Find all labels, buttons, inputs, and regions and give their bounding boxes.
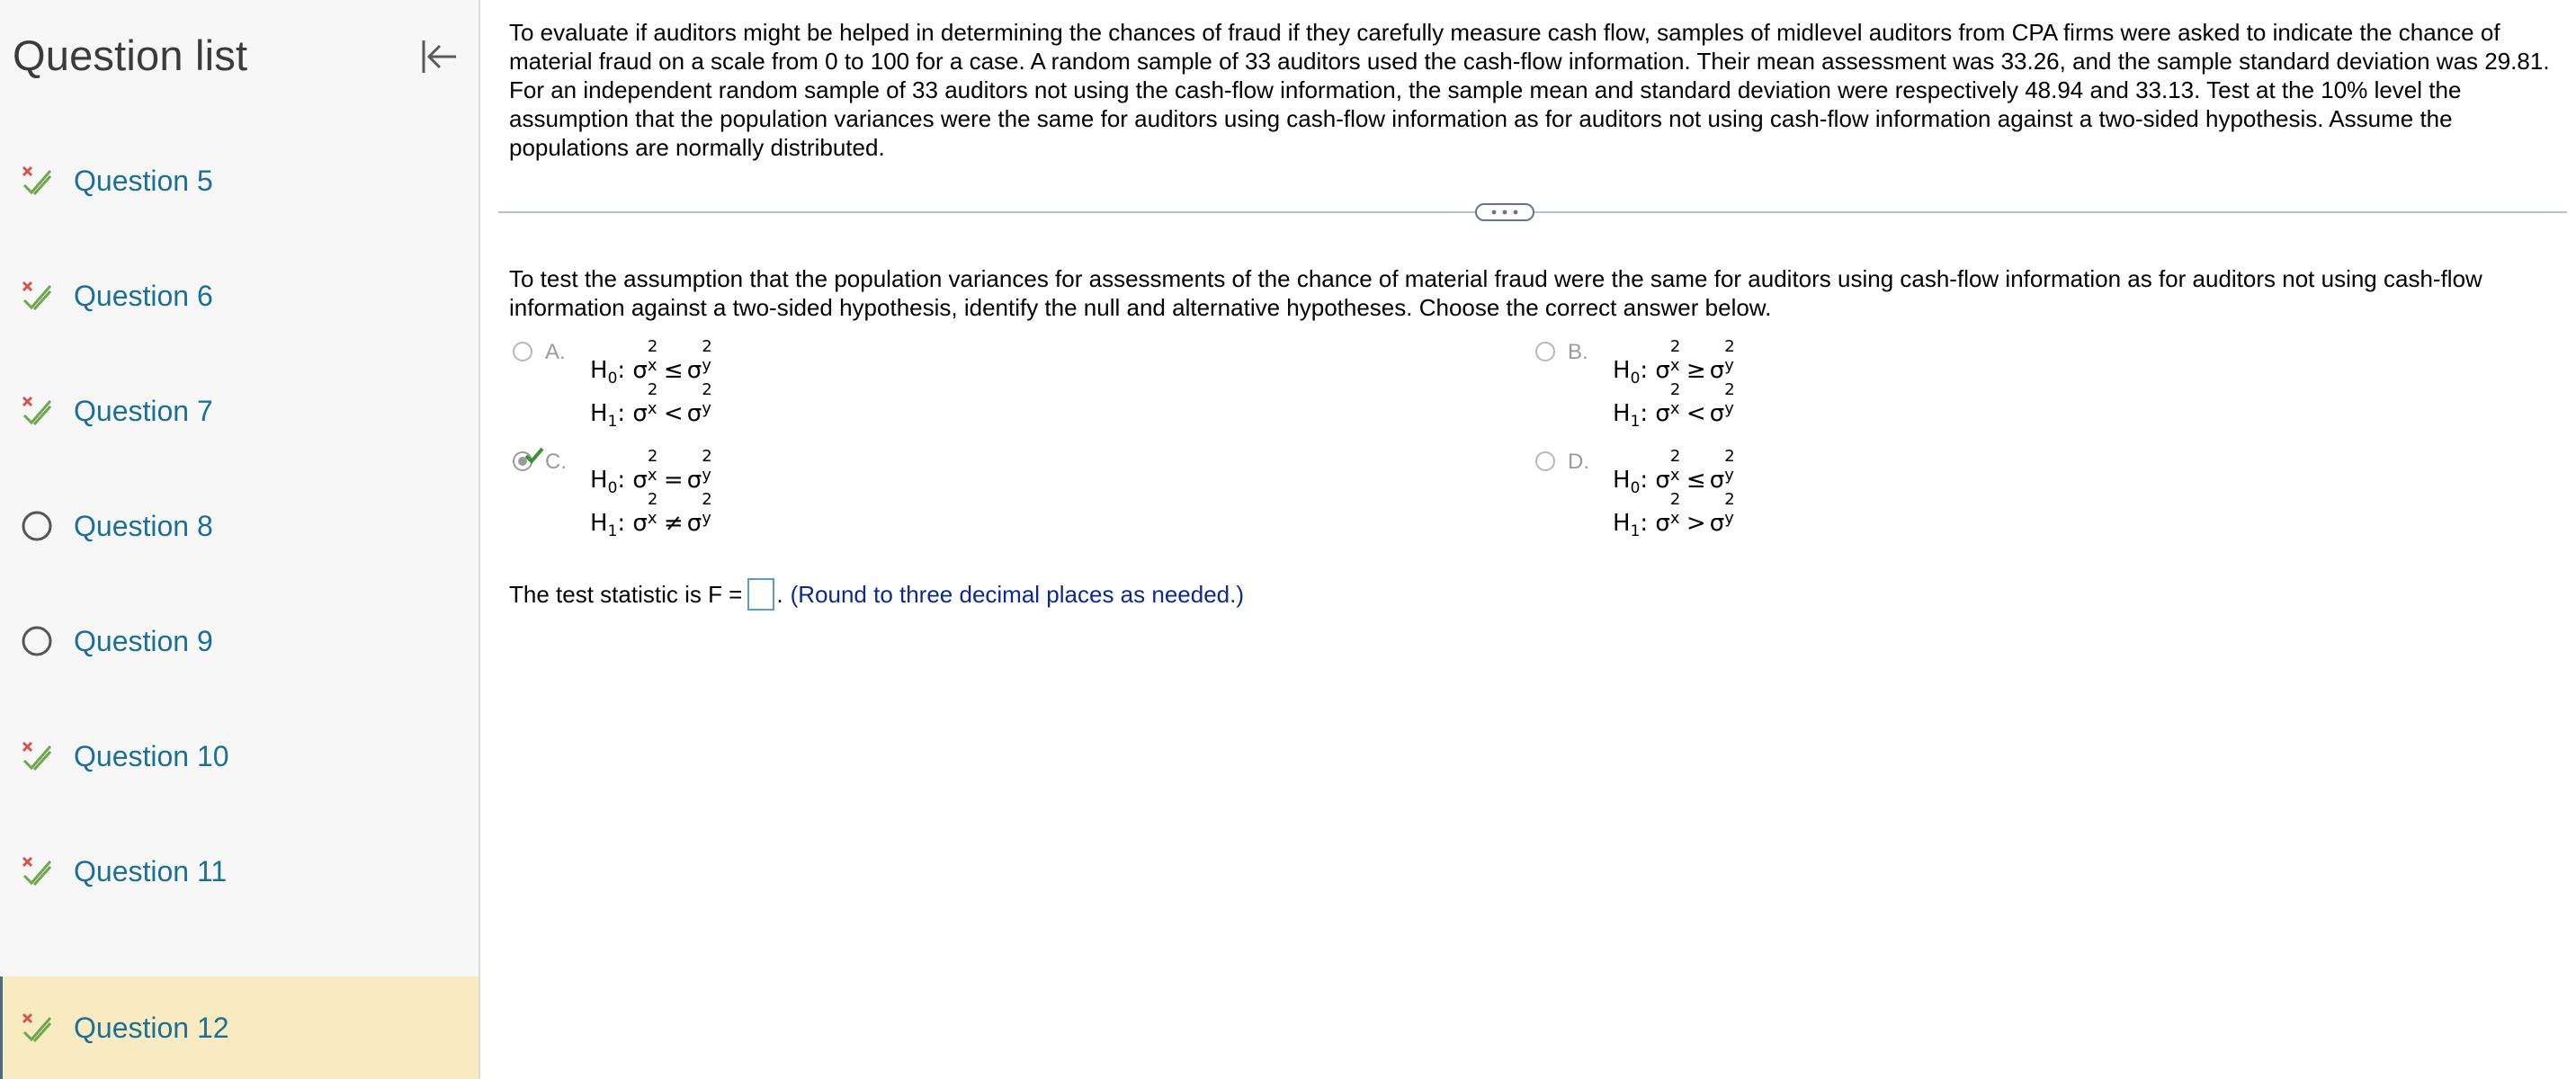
sigma-symbol: σ [1709,357,1725,384]
empty-circle-icon [18,622,56,660]
sidebar-item-label: Question 9 [74,624,213,657]
subscript-x: x [1669,466,1680,485]
answer-suffix: . [776,581,783,608]
sidebar-item-question-4[interactable] [0,84,479,123]
hyp-h-symbol: H [1613,467,1631,494]
problem-statement: To evaluate if auditors might be helped in determining the chances of fraud if they carefully measure cash flow, samples of midlevel auditors from CPA firms were asked to indicate the chance of material fraud on a scale from 0 to 100 for a case. A random sample of 33 auditors used the cash-flow information. Their mean assessment was 33.26, and the sample standard deviation was 29.81. For an independent random sample of 33 auditors not using the cash-flow information, the sample mean and standard deviation were respectively 48.94 and 33.13. Test at the 10% level the assumption that the population variances were the same for auditors using cash-flow information as for auditors not using cash-flow information against a two-sided hypothesis. Assume the populations are normally distributed. [509,19,2550,161]
hyp-colon: : [617,467,626,494]
exponent: 2 [1669,447,1681,466]
sigma-symbol: σ [1709,467,1725,494]
hyp-subscript: 1 [1630,413,1641,431]
more-dots-icon [1487,209,1523,216]
relation-operator: < [1686,400,1706,427]
sigma-symbol: σ [686,467,702,494]
hyp-h-symbol: H [590,510,608,537]
hyp-h-symbol: H [1613,357,1631,384]
option-c[interactable] [513,447,1052,541]
subscript-x: x [647,399,657,418]
f-statistic-input[interactable] [747,578,774,611]
subscript-x: x [647,466,657,485]
alternative-hypothesis [590,490,714,540]
question-prompt: To test the assumption that the population variances for assessments of the chance of material fraud were the same for auditors using cash-flow information as for auditors not using cash-flow information against a two-sided hypothesis, identify the null and alternative hypotheses. Choose the correct answer below. [509,265,2482,321]
sigma-symbol: σ [632,467,648,494]
alternative-hypothesis [590,380,714,431]
hyp-colon: : [1640,467,1649,494]
option-a-radio[interactable] [513,342,532,361]
partial-credit-icon [18,277,56,315]
hyp-colon: : [617,400,626,427]
sidebar-item-question-8[interactable] [0,468,479,584]
hyp-subscript: 0 [1630,479,1641,497]
rounding-hint: (Round to three decimal places as needed.) [790,581,1245,608]
hyp-subscript: 0 [1630,370,1641,388]
hyp-colon: : [617,510,626,537]
exponent: 2 [1724,337,1735,356]
hyp-subscript: 1 [607,522,618,540]
null-hypothesis [1613,337,1737,388]
empty-circle-icon [18,507,56,545]
sidebar-item-question-10[interactable] [0,699,479,814]
hyp-h-symbol: H [590,467,608,494]
subscript-x: x [647,356,657,375]
partial-credit-icon [18,392,56,430]
sigma-symbol: σ [1709,400,1725,427]
sidebar-item-label: Question 6 [74,279,213,312]
subscript-x: x [647,509,657,528]
sidebar-item-question-6[interactable] [0,238,479,353]
sidebar-title: Question list [13,31,248,79]
subscript-y: y [702,509,711,528]
answer-prefix: The test statistic is F = [509,581,743,608]
exponent: 2 [702,490,712,509]
sigma-symbol: σ [632,400,648,427]
hyp-subscript: 1 [1630,522,1641,540]
hyp-h-symbol: H [590,400,608,427]
sigma-symbol: σ [686,510,702,537]
exponent: 2 [1669,380,1681,399]
null-hypothesis [590,447,714,497]
sigma-symbol: σ [1709,510,1725,537]
exponent: 2 [1724,447,1735,466]
relation-operator: > [1686,510,1706,537]
hyp-subscript: 0 [607,370,618,388]
alternative-hypothesis [1613,490,1737,540]
option-d[interactable] [1535,447,2075,541]
sigma-symbol: σ [632,357,648,384]
exponent: 2 [1724,490,1735,509]
sidebar-item-label: Question 7 [74,394,213,427]
option-a[interactable] [513,337,1052,432]
collapse-sidebar-button[interactable] [416,34,461,79]
exponent: 2 [702,380,712,399]
sidebar-item-label: Question 8 [74,509,213,542]
subscript-y: y [1724,356,1734,375]
relation-operator: ≤ [1686,467,1706,494]
exponent: 2 [1669,337,1681,356]
option-b-radio[interactable] [1535,342,1555,361]
sidebar-item-question-9[interactable] [0,584,479,699]
exponent: 2 [702,337,712,356]
sidebar-item-question-11[interactable] [0,814,479,929]
correct-check-icon [523,446,545,466]
sidebar-item-label: Question 5 [74,164,213,197]
sigma-symbol: σ [1655,357,1670,384]
subscript-x: x [1669,399,1680,418]
relation-operator: ≠ [663,510,684,537]
sidebar-item-label: Question 11 [74,854,228,887]
exponent: 2 [1669,490,1681,509]
sigma-symbol: σ [1655,510,1670,537]
subscript-x: x [1669,509,1680,528]
hyp-h-symbol: H [1613,400,1631,427]
hyp-colon: : [1640,357,1649,384]
relation-operator: ≤ [663,357,684,384]
exponent: 2 [702,447,712,466]
question-list-sidebar [0,0,480,1079]
sigma-symbol: σ [1655,467,1670,494]
subscript-y: y [1724,466,1734,485]
sigma-symbol: σ [632,510,648,537]
hyp-h-symbol: H [1613,510,1631,537]
exponent: 2 [647,337,658,356]
alternative-hypothesis [1613,380,1737,431]
partial-credit-icon [18,162,56,200]
subscript-y: y [702,466,711,485]
answer-line [509,578,1244,611]
option-letter: B. [1568,340,1588,364]
option-letter: C. [545,450,567,474]
exponent: 2 [647,380,658,399]
subscript-y: y [702,399,711,418]
partial-credit-icon [18,852,56,890]
hyp-colon: : [1640,510,1649,537]
expand-toggle-button[interactable] [1475,203,1534,221]
hyp-colon: : [617,357,626,384]
sidebar-item-question-5[interactable] [0,123,479,238]
sigma-symbol: σ [686,400,702,427]
relation-operator: = [663,467,684,494]
subscript-y: y [1724,509,1734,528]
null-hypothesis [1613,447,1737,497]
option-letter: A. [545,340,566,364]
sidebar-item-question-12[interactable] [0,976,479,1079]
hyp-subscript: 0 [607,479,618,497]
hyp-colon: : [1640,400,1649,427]
option-d-radio[interactable] [1535,451,1555,471]
null-hypothesis [590,337,714,388]
exponent: 2 [647,447,658,466]
partial-credit-icon [18,84,56,85]
question-content [480,0,2576,1079]
partial-credit-icon [18,737,56,775]
sidebar-item-question-7[interactable] [0,353,479,468]
partial-credit-icon [18,1009,56,1047]
hyp-subscript: 1 [607,413,618,431]
hyp-h-symbol: H [590,357,608,384]
subscript-y: y [702,356,711,375]
sidebar-item-label: Question 10 [74,739,229,772]
collapse-left-icon [418,37,458,76]
exponent: 2 [1724,380,1735,399]
relation-operator: < [663,400,684,427]
option-letter: D. [1568,450,1589,474]
subscript-x: x [1669,356,1680,375]
sigma-symbol: σ [686,357,702,384]
relation-operator: ≥ [1686,357,1706,384]
exponent: 2 [647,490,658,509]
sigma-symbol: σ [1655,400,1670,427]
sidebar-item-label: Question 12 [74,1011,229,1044]
subscript-y: y [1724,399,1734,418]
question-list [0,84,479,1079]
option-b[interactable] [1535,337,2075,432]
